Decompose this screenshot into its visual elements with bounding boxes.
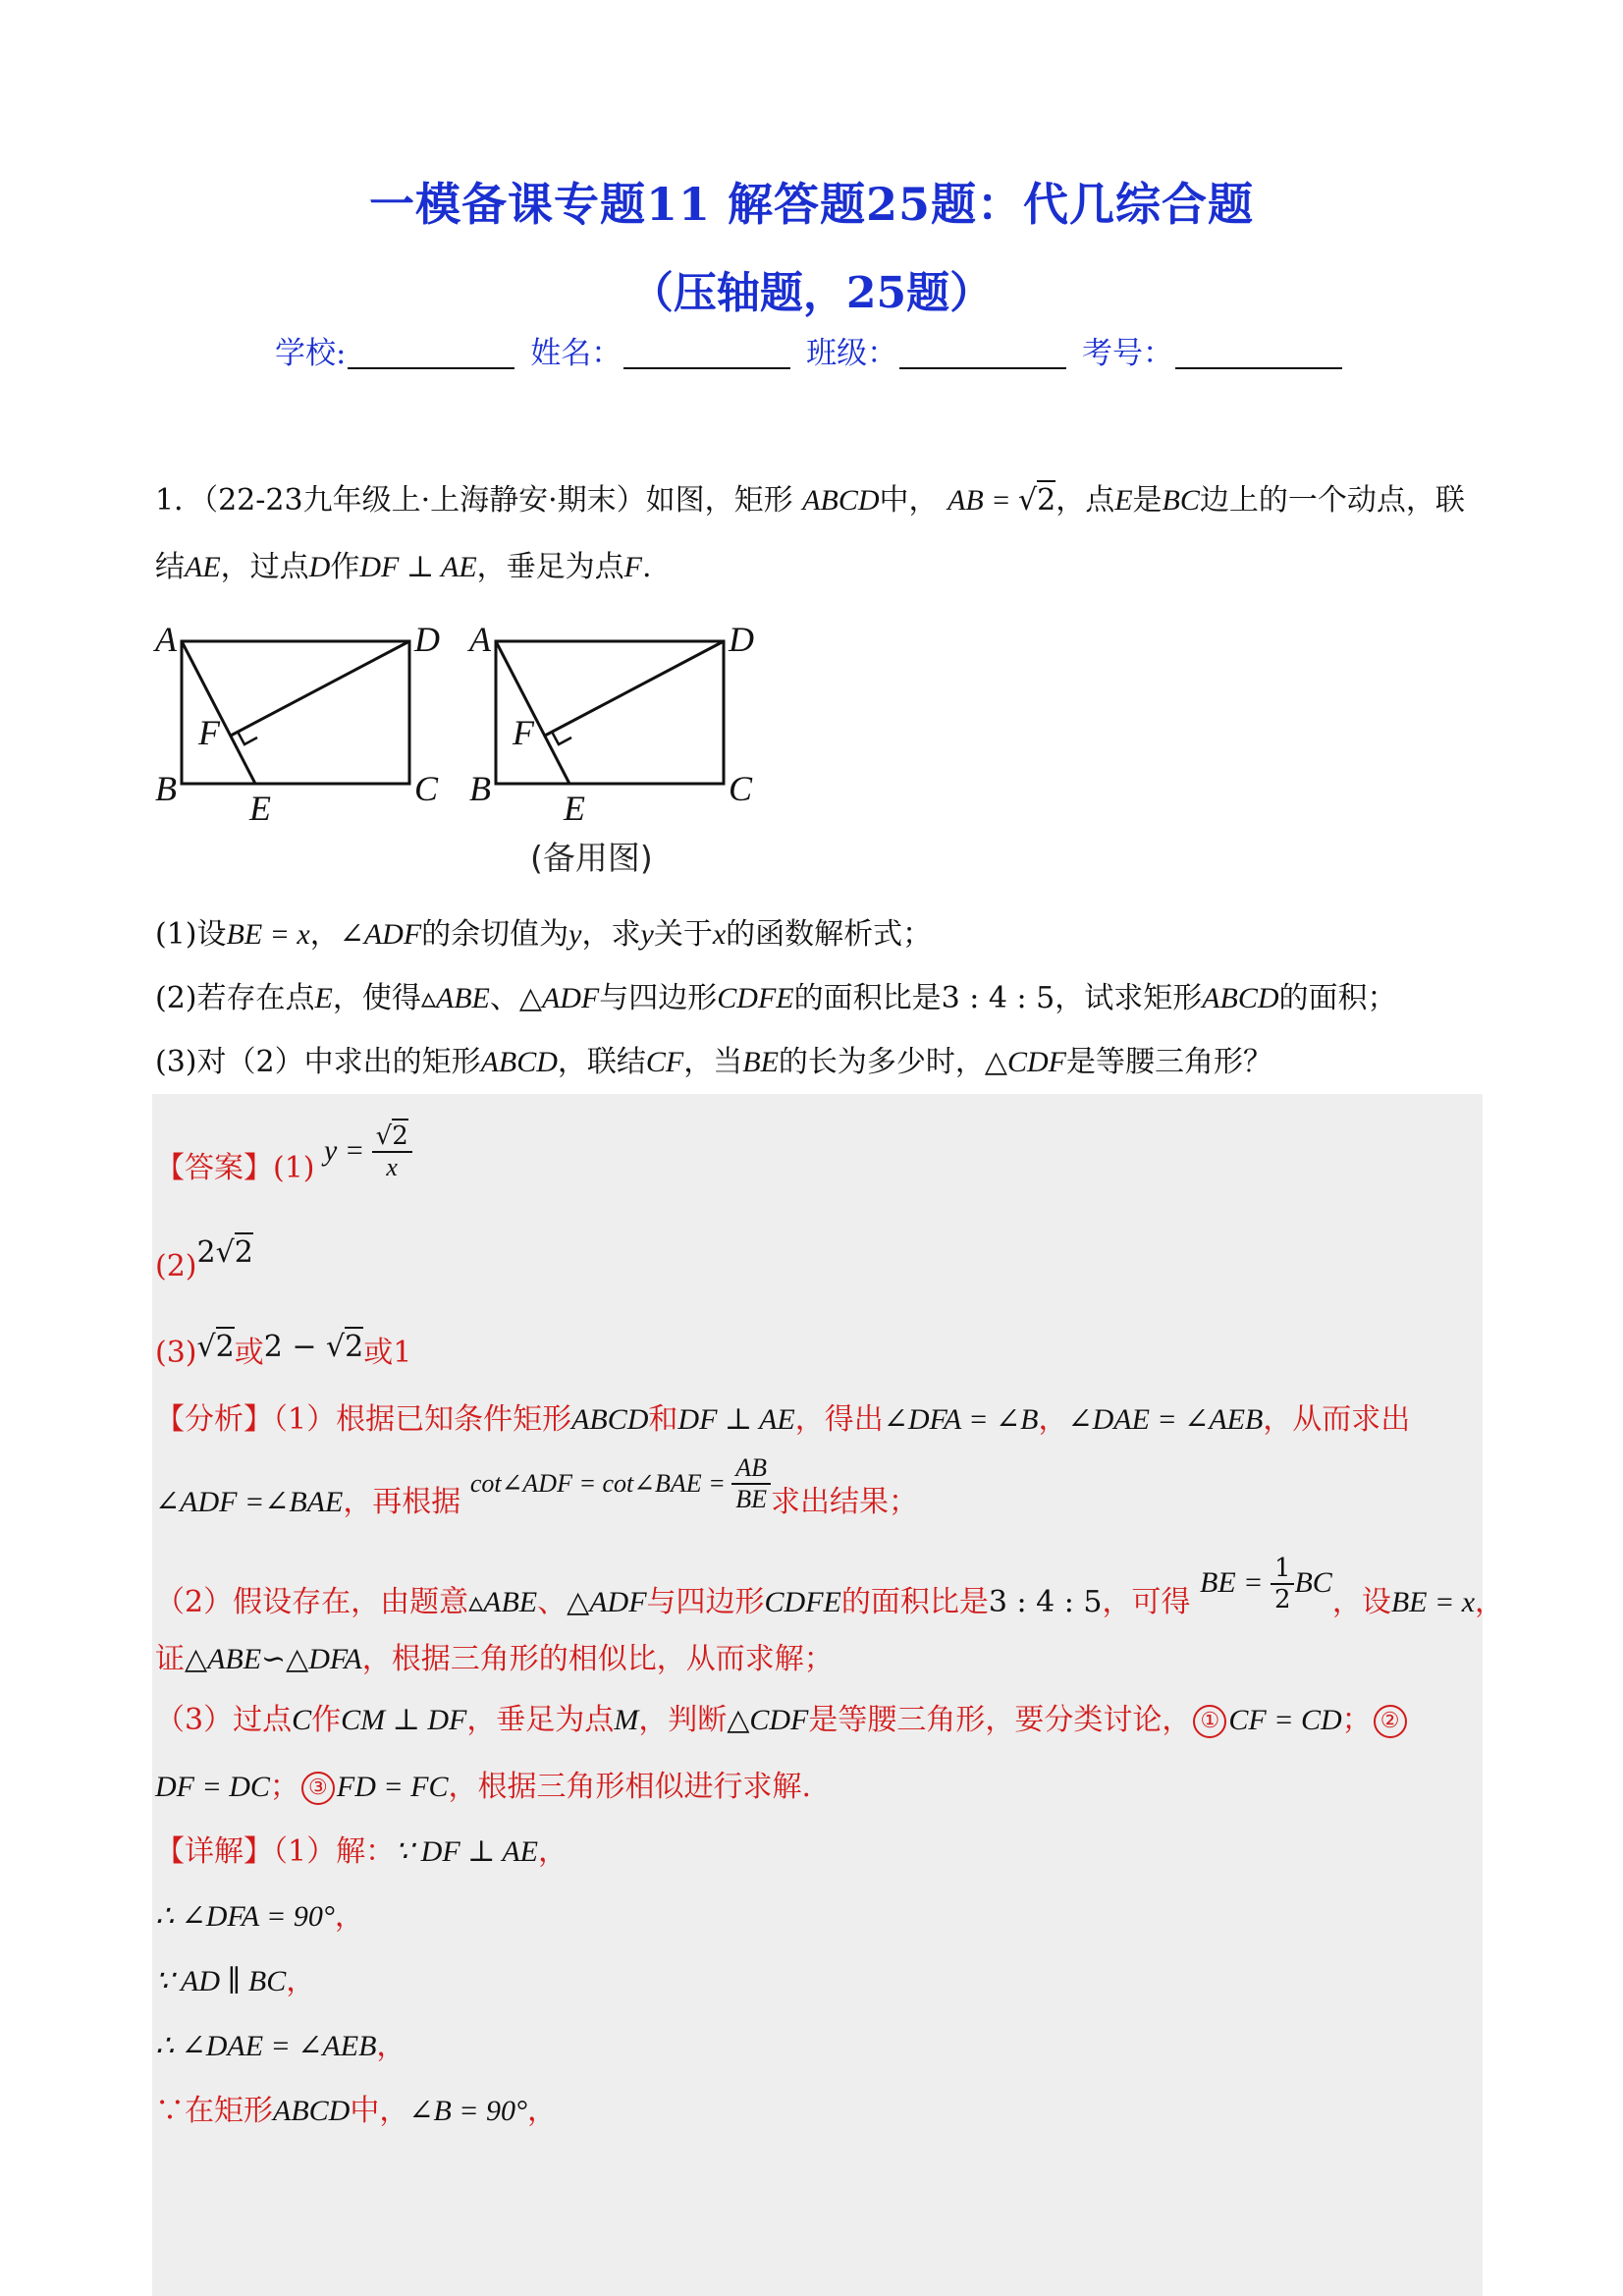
problem-line-1: 1．（22-23九年级上·上海静安·期末）如图，矩形 ABCD中， AB = √2，点E是BC边上的一个动点，联 xyxy=(155,481,1490,520)
class-blank xyxy=(899,338,1066,369)
detail-line-5: ∵在矩形ABCD中，∠B = 90°， xyxy=(155,2094,558,2128)
analysis-label: 【分析】 xyxy=(155,1402,273,1437)
label-b: B xyxy=(469,769,491,808)
detail-line-2: ∴ ∠DFA = 90°， xyxy=(155,1899,364,1934)
exam-number-blank xyxy=(1175,338,1342,369)
answer-label: 【答案】 xyxy=(155,1151,273,1185)
label-c: C xyxy=(414,769,439,808)
name-label: 姓名： xyxy=(530,336,622,371)
name-blank xyxy=(623,338,790,369)
main-figure xyxy=(153,620,440,828)
label-b: B xyxy=(155,769,177,808)
school-blank xyxy=(348,338,514,369)
document-title: 一模备课专题11 解答题25题：代几综合题 xyxy=(368,178,1255,231)
label-e: E xyxy=(249,789,271,828)
document-subtitle: （压轴题，25题） xyxy=(629,268,994,318)
detail-line-1: 【详解】（1）解：∵ DF ⊥ AE， xyxy=(155,1834,568,1869)
detail-label: 【详解】 xyxy=(155,1834,273,1869)
label-a: A xyxy=(155,620,177,659)
label-a: A xyxy=(469,620,491,659)
answer-line-2: (2)2√2 xyxy=(155,1247,1490,1286)
answer-line-1: 【答案】(1) y = $\frac{√2}{x}$ xyxy=(155,1139,1490,1198)
label-d: D xyxy=(729,620,754,659)
problem-line-2: 结AE，过点D作DF ⊥ AE，垂足为点F. xyxy=(155,550,652,584)
class-label: 班级： xyxy=(806,336,898,371)
analysis-line-4: 证△ABE∽△DFA，根据三角形的相似比，从而求解； xyxy=(155,1642,834,1676)
question-2: (2)若存在点E，使得▵ABE、△ADF与四边形CDFE的面积比是3 : 4 : 5，试求矩形ABCD的面积； xyxy=(155,981,1397,1015)
analysis-line-6: DF = DC； ③ FD = FC，根据三角形相似进行求解. xyxy=(155,1770,812,1804)
analysis-line-3: （2）假设存在，由题意▵ABE、△ADF与四边形CDFE的面积比是3 : 4 : 5，可得 BE = $\frac{1}{2}$ BC，设BE = x， xyxy=(155,1554,1505,1619)
answer-1-formula: y = $\frac{√2}{x}$ xyxy=(324,1133,412,1168)
label-f: F xyxy=(513,713,534,752)
figure-caption: (备用图) xyxy=(530,839,653,877)
label-f: F xyxy=(198,713,220,752)
rectangle-figures xyxy=(147,614,776,889)
analysis-line-5: （3）过点C作CM ⊥ DF，垂足为点M，判断△CDF是等腰三角形，要分类讨论， ① CF = CD； ② xyxy=(155,1701,1490,1740)
exam-number-label: 考号： xyxy=(1082,336,1174,371)
case-2-marker: ② xyxy=(1374,1705,1407,1738)
detail-line-3: ∵ AD ∥ BC， xyxy=(155,1964,316,1998)
school-label: 学校: xyxy=(274,336,347,371)
backup-figure xyxy=(467,620,754,828)
label-d: D xyxy=(414,620,440,659)
case-1-marker: ① xyxy=(1193,1705,1226,1738)
answer-line-3: (3)√2或2 − √2或1 xyxy=(155,1334,1490,1373)
case-3-marker: ③ xyxy=(301,1772,335,1805)
detail-line-4: ∴ ∠DAE = ∠AEB， xyxy=(155,2029,406,2063)
question-1: (1)设BE = x，∠ADF的余切值为y，求y关于x的函数解析式； xyxy=(155,917,933,952)
student-info-row xyxy=(0,328,1623,372)
label-e: E xyxy=(564,789,585,828)
sqrt-sign: √ xyxy=(1017,483,1038,518)
analysis-line-1: 【分析】（1）根据已知条件矩形ABCD和DF ⊥ AE，得出∠DFA = ∠B，∠DAE = ∠AEB，从而求出 xyxy=(155,1402,1411,1437)
analysis-line-2: ∠ADF =∠BAE，再根据 cot∠ADF = cot∠BAE = $\frac{AB}{BE}$ 求出结果； xyxy=(155,1453,918,1519)
label-c: C xyxy=(729,769,753,808)
question-3: (3)对（2）中求出的矩形ABCD，联结CF，当BE的长为多少时，△CDF是等腰三角形？ xyxy=(155,1045,1272,1079)
